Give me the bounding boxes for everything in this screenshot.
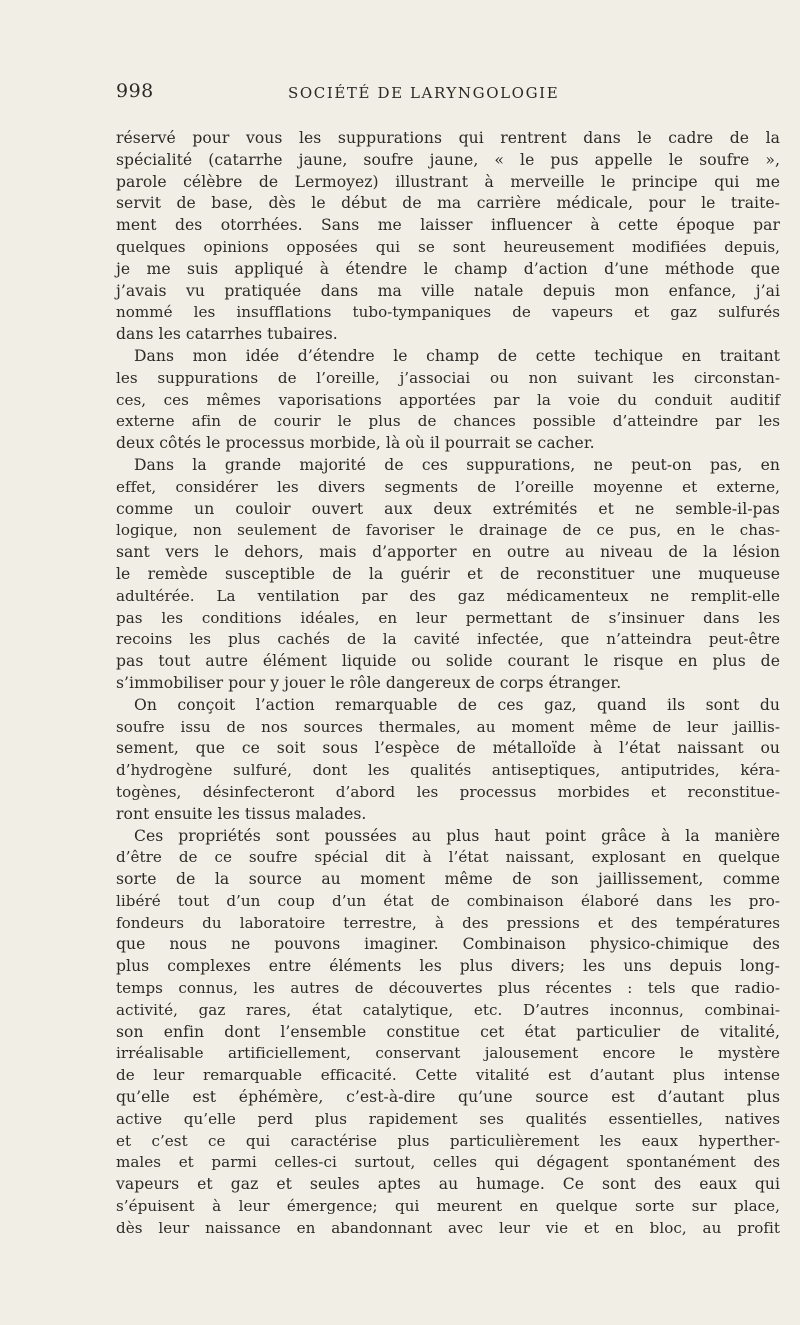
text-line: plus complexes entre éléments les plus divers; les uns depuis long- xyxy=(116,957,780,976)
text-line: sorte de la source au moment même de son jaillissement, comme xyxy=(116,870,780,889)
text-line: Ces propriétés sont poussées au plus haut point grâce à la manière xyxy=(134,826,780,845)
text-line: ment des otorrhées. Sans me laisser influencer à cette époque par xyxy=(116,216,780,235)
text-line: males et parmi celles-ci surtout, celles qui dégagent spontanément des xyxy=(116,1153,780,1172)
text-line: pas les conditions idéales, en leur permettant de s’insinuer dans les xyxy=(116,608,780,627)
text-line: pas tout autre élément liquide ou solide courant le risque en plus de xyxy=(116,652,780,671)
text-line: servit de base, dès le début de ma carrière médicale, pour le traite- xyxy=(116,194,780,213)
text-line: active qu’elle perd plus rapidement ses qualités essentielles, natives xyxy=(116,1109,780,1128)
text-line: les suppurations de l’oreille, j’associai ou non suivant les circonstan- xyxy=(116,368,780,387)
text-line: effet, considérer les divers segments de l’oreille moyenne et externe, xyxy=(116,477,780,496)
text-line: togènes, désinfecteront d’abord les processus morbides et reconstitue- xyxy=(116,782,780,801)
text-line: libéré tout d’un coup d’un état de combinaison élaboré dans les pro- xyxy=(116,891,780,910)
text-line: comme un couloir ouvert aux deux extrémités et ne semble-il-pas xyxy=(116,499,780,518)
journal-title: SOCIÉTÉ DE LARYNGOLOGIE xyxy=(288,84,560,102)
text-line: Dans la grande majorité de ces suppurations, ne peut-on pas, en xyxy=(134,455,780,474)
text-line: s’immobiliser pour y jouer le rôle dangereux de corps étranger. xyxy=(116,673,622,692)
text-line: soufre issu de nos sources thermales, au moment même de leur jaillis- xyxy=(116,717,780,736)
text-line: je me suis appliqué à étendre le champ d’action d’une méthode que xyxy=(116,259,780,278)
text-line: j’avais vu pratiquée dans ma ville natale depuis mon enfance, j’ai xyxy=(116,281,780,300)
text-line: vapeurs et gaz et seules aptes au humage. Ce sont des eaux qui xyxy=(116,1175,780,1194)
text-line: quelques opinions opposées qui se sont heureusement modifiées depuis, xyxy=(116,237,780,256)
text-line: nommé les insufflations tubo-tympaniques de vapeurs et gaz sulfurés xyxy=(116,303,780,322)
text-line: ront ensuite les tissus malades. xyxy=(116,804,367,823)
text-line: d’hydrogène sulfuré, dont les qualités antiseptiques, antiputrides, kéra- xyxy=(116,761,780,780)
text-line: deux côtés le processus morbide, là où il pourrait se cacher. xyxy=(116,434,595,453)
text-line: On conçoit l’action remarquable de ces gaz, quand ils sont du xyxy=(134,695,780,714)
text-line: temps connus, les autres de découvertes plus récentes : tels que radio- xyxy=(116,979,780,998)
text-line: recoins les plus cachés de la cavité infectée, que n’atteindra peut-être xyxy=(116,630,780,649)
text-line: d’être de ce soufre spécial dit à l’état naissant, explosant en quelque xyxy=(116,848,780,867)
text-line: que nous ne pouvons imaginer. Combinaison physico-chimique des xyxy=(116,935,780,954)
text-line: dès leur naissance en abandonnant avec leur vie et en bloc, au profit xyxy=(116,1218,780,1237)
text-line: et c’est ce qui caractérise plus particulièrement les eaux hyperther- xyxy=(116,1131,780,1150)
text-line: s’épuisent à leur émergence; qui meurent en quelque sorte sur place, xyxy=(116,1197,780,1216)
text-line: le remède susceptible de la guérir et de reconstituer une muqueuse xyxy=(116,564,780,583)
page-number: 998 xyxy=(116,80,154,102)
text-line: logique, non seulement de favoriser le drainage de ce pus, en le chas- xyxy=(116,521,780,540)
text-line: fondeurs du laboratoire terrestre, à des pressions et des températures xyxy=(116,913,780,932)
text-line: activité, gaz rares, état catalytique, etc. D’autres inconnus, combinai- xyxy=(116,1000,780,1019)
text-line: parole célèbre de Lermoyez) illustrant à merveille le principe qui me xyxy=(116,172,780,191)
text-line: externe afin de courir le plus de chances possible d’atteindre par les xyxy=(116,412,780,431)
text-line: de leur remarquable efficacité. Cette vitalité est d’autant plus intense xyxy=(116,1066,780,1085)
text-line: dans les catarrhes tubaires. xyxy=(116,325,338,344)
text-line: réservé pour vous les suppurations qui rentrent dans le cadre de la xyxy=(116,129,780,147)
running-head xyxy=(116,80,780,110)
body-text xyxy=(116,128,780,1240)
text-line: adultérée. La ventilation par des gaz médicamenteux ne remplit-elle xyxy=(116,586,780,605)
text-line: qu’elle est éphémère, c’est-à-dire qu’une source est d’autant plus xyxy=(116,1088,780,1107)
text-line: irréalisable artificiellement, conservant jalousement encore le mystère xyxy=(116,1044,780,1063)
text-line: son enfin dont l’ensemble constitue cet état particulier de vitalité, xyxy=(116,1022,780,1041)
text-line: Dans mon idée d’étendre le champ de cette techique en traitant xyxy=(134,346,780,365)
text-line: sant vers le dehors, mais d’apporter en outre au niveau de la lésion xyxy=(116,543,780,562)
text-line: sement, que ce soit sous l’espèce de métalloïde à l’état naissant ou xyxy=(116,739,780,758)
text-line: spécialité (catarrhe jaune, soufre jaune, « le pus appelle le soufre », xyxy=(116,150,780,169)
text-line: ces, ces mêmes vaporisations apportées par la voie du conduit auditif xyxy=(116,390,780,409)
